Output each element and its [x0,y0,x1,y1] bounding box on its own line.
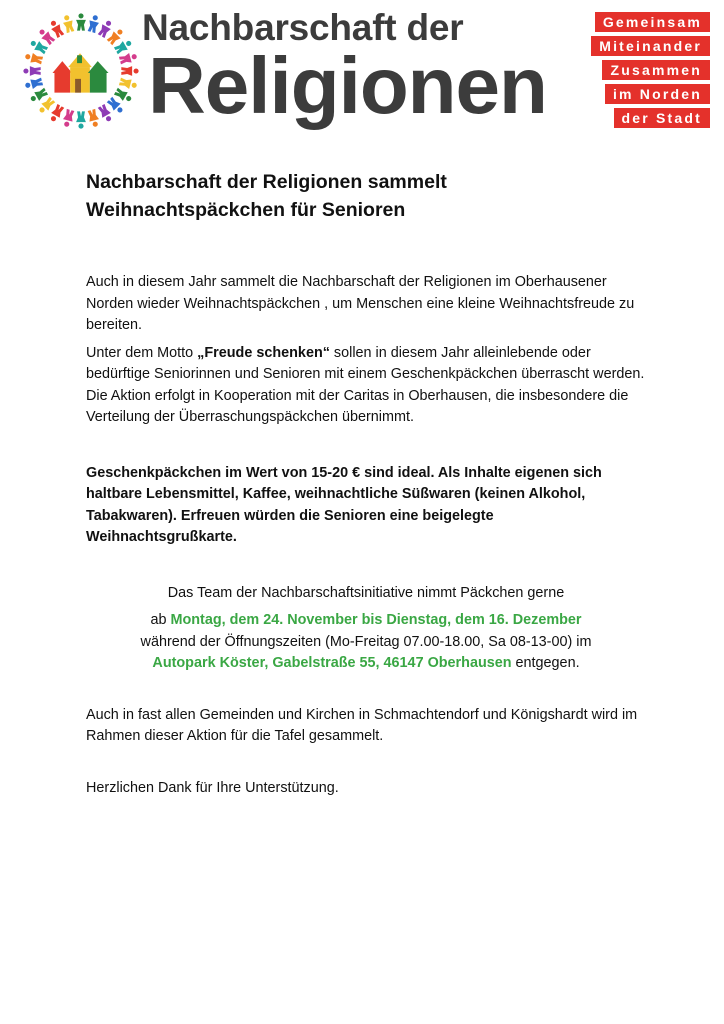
dates-prefix: ab [150,612,171,628]
slogan-der-stadt: der Stadt [614,108,710,128]
slogan-gemeinsam: Gemeinsam [595,12,710,32]
motto-paragraph [86,343,646,429]
motto-text-after: sollen in diesem Jahr alleinlebende oder bedürftige Seniorinnen und Senioren mit einem Geschenkpäckchen überrascht werden. Die Aktion erfolgt in Kooperation mit der Caritas in Oberhausen, die insbesondere die Verteilung der Überraschungspäckchen übernimmt. [86,344,645,425]
page-header [0,0,724,140]
slogan-im-norden: im Norden [605,84,710,104]
header-title-line1: Nachbarschaft der [142,7,464,48]
gemeinden-paragraph: Auch in fast allen Gemeinden und Kirchen in Schmachtendorf und Königshardt wird im Rahmen dieser Aktion für die Tafel gesammelt. [86,706,638,744]
team-line: Das Team der Nachbarschaftsinitiative nimmt Päckchen gerne [167,584,565,601]
dates-block [86,610,646,675]
article-title-line2: Weihnachtspäckchen für Senioren [86,199,406,221]
slogan-zusammen: Zusammen [602,60,710,80]
ring-of-people-with-houses-icon [22,12,140,130]
location-suffix: entgegen. [511,655,580,671]
thanks-line: Herzlichen Dank für Ihre Unterstützung. [86,779,339,796]
motto-text-before: Unter dem Motto [86,344,198,361]
dates-highlight: Montag, dem 24. November bis Dienstag, dem 16. Dezember [170,612,582,628]
header-title-line2: Religionen [148,41,547,130]
slogan-miteinander: Miteinander [591,36,710,56]
intro-paragraph: Auch in diesem Jahr sammelt die Nachbarschaft der Religionen im Oberhausener Norden wieder Weihnachtspäckchen , um Menschen eine kleine Weihnachtsfreude zu bereiten. [86,274,635,333]
opening-hours: während der Öffnungszeiten (Mo-Freitag 07.00-18.00, Sa 08-13-00) im [140,633,592,650]
motto-highlight: „Freude schenken“ [197,344,330,361]
location-highlight: Autopark Köster, Gabelstraße 55, 46147 Oberhausen [152,655,512,671]
article-body [86,168,646,799]
article-title [86,168,646,224]
article-title-line1: Nachbarschaft der Religionen sammelt [86,171,447,193]
gift-info-paragraph: Geschenkpäckchen im Wert von 15-20 € sind ideal. Als Inhalte eigenen sich haltbare Lebensmittel, Kaffee, weihnachtliche Süßwaren (keinen Alkohol, Tabakwaren). Erfreuen würden die Senioren eine beigelegte Weihnachtsgrußkarte. [86,464,602,545]
